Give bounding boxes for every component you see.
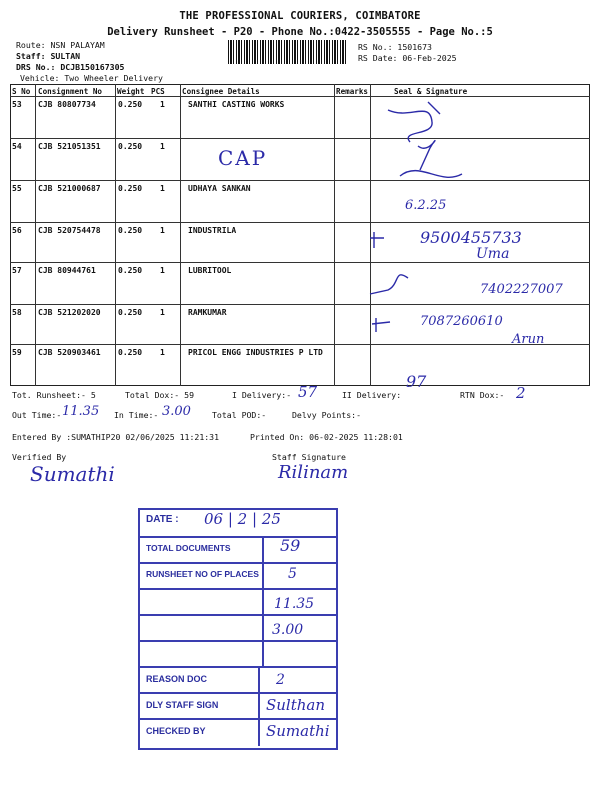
- handwritten-phone-2: 7402227007: [480, 282, 563, 297]
- row-weight: 0.250: [118, 100, 143, 109]
- handwritten-date: 6.2.25: [405, 198, 447, 213]
- row-pcs: 1: [160, 226, 165, 235]
- col-weight: Weight: [117, 87, 145, 96]
- stamp-reason-value: 2: [276, 672, 285, 688]
- row-pcs: 1: [160, 100, 165, 109]
- row-sno: 53: [12, 100, 22, 109]
- col-seal-signature: Seal & Signature: [394, 87, 468, 96]
- delvy-points-label: Delvy Points:-: [292, 410, 362, 420]
- row-consignee: RAMKUMAR: [188, 308, 227, 317]
- in-time-label: In Time:-: [114, 410, 159, 420]
- route-label: Route: NSN PALAYAM: [16, 40, 105, 50]
- row-pcs: 1: [160, 184, 165, 193]
- staff-signature-label: Staff Signature: [272, 452, 346, 462]
- handwritten-cap: CAP: [218, 146, 268, 170]
- verified-by-label: Verified By: [12, 452, 67, 462]
- stamp-total-docs-label: TOTAL DOCUMENTS: [146, 543, 231, 553]
- out-time-value: 11.35: [62, 404, 100, 419]
- total-pod-label: Total POD:-: [212, 410, 267, 420]
- row-weight: 0.250: [118, 308, 143, 317]
- stamp-checked-value: Sumathi: [266, 722, 330, 740]
- stamp-date-value: 06 | 2 | 25: [204, 510, 281, 528]
- row-weight: 0.250: [118, 184, 143, 193]
- row-consignment: CJB 80944761: [38, 266, 96, 275]
- tot-runsheet: Tot. Runsheet:- 5: [12, 390, 96, 400]
- row-pcs: 1: [160, 348, 165, 357]
- row-sno: 57: [12, 266, 22, 275]
- staff-label: Staff: SULTAN: [16, 51, 81, 61]
- i-delivery-label: I Delivery:-: [232, 390, 292, 400]
- col-sno: S No: [12, 87, 31, 96]
- stamp-runsheet-label: RUNSHEET NO OF PLACES: [146, 569, 259, 579]
- runsheet-title: Delivery Runsheet - P20 - Phone No.:0422-3505555 - Page No.:5: [107, 26, 493, 38]
- stamp-checked-label: CHECKED BY: [146, 726, 206, 736]
- row-consignee: PRICOL ENGG INDUSTRIES P LTD: [188, 348, 323, 357]
- rtn-dox-label: RTN Dox:-: [460, 390, 505, 400]
- handwritten-name-1: Uma: [476, 246, 510, 262]
- row-consignment: CJB 520754478: [38, 226, 101, 235]
- drs-number: DRS No.: DCJB150167305: [16, 62, 125, 72]
- handwritten-phone-1: 9500455733: [420, 228, 522, 247]
- row-consignee: INDUSTRILA: [188, 226, 237, 235]
- stamp-in-value: 3.00: [272, 622, 304, 638]
- row-weight: 0.250: [118, 142, 143, 151]
- barcode-icon: [228, 40, 348, 64]
- stamp-out-value: 11.35: [274, 596, 315, 612]
- col-pcs: PCS: [151, 87, 165, 96]
- entered-by: Entered By :SUMATHIP20 02/06/2025 11:21:31: [12, 432, 220, 442]
- row-sno: 54: [12, 142, 22, 151]
- row-pcs: 1: [160, 308, 165, 317]
- row-consignment: CJB 521000687: [38, 184, 101, 193]
- stamp-reason-label: REASON DOC: [146, 674, 208, 684]
- rs-number: RS No.: 1501673: [358, 42, 432, 52]
- out-time-label: Out Time:-: [12, 410, 62, 420]
- total-dox: Total Dox:- 59: [125, 390, 195, 400]
- row-weight: 0.250: [118, 348, 143, 357]
- company-name: THE PROFESSIONAL COURIERS, COIMBATORE: [179, 10, 421, 22]
- row-pcs: 1: [160, 266, 165, 275]
- row-sno: 56: [12, 226, 22, 235]
- row-weight: 0.250: [118, 226, 143, 235]
- stamp-total-docs-value: 59: [280, 536, 301, 555]
- row-weight: 0.250: [118, 266, 143, 275]
- stamp-date-label: DATE :: [146, 514, 179, 525]
- row-sno: 58: [12, 308, 22, 317]
- ii-delivery-label: II Delivery:: [342, 390, 402, 400]
- verified-signature: Sumathi: [30, 462, 115, 486]
- row-consignment: CJB 520903461: [38, 348, 101, 357]
- col-remarks: Remarks: [336, 87, 369, 96]
- row-consignee: UDHAYA SANKAN: [188, 184, 251, 193]
- in-time-value: 3.00: [162, 404, 191, 419]
- row-consignment: CJB 521051351: [38, 142, 101, 151]
- row-consignment: CJB 80807734: [38, 100, 96, 109]
- stamp-runsheet-value: 5: [288, 566, 297, 582]
- row-consignment: CJB 521202020: [38, 308, 101, 317]
- ii-delivery-value: 97: [406, 372, 427, 391]
- rs-date: RS Date: 06-Feb-2025: [358, 53, 457, 63]
- stamp-dly-staff-label: DLY STAFF SIGN: [146, 700, 219, 710]
- row-consignee: LUBRITOOL: [188, 266, 232, 275]
- handwritten-phone-3: 7087260610: [420, 314, 503, 329]
- row-sno: 59: [12, 348, 22, 357]
- signature-scribble-icon: [370, 90, 480, 200]
- handwritten-name-2: Arun: [512, 332, 545, 347]
- row-pcs: 1: [160, 142, 165, 151]
- row-consignee: SANTHI CASTING WORKS: [188, 100, 285, 109]
- col-consignee: Consignee Details: [182, 87, 260, 96]
- rtn-dox-value: 2: [516, 384, 526, 402]
- staff-signature: Rilinam: [278, 462, 349, 483]
- row-sno: 55: [12, 184, 22, 193]
- i-delivery-value: 57: [298, 383, 318, 401]
- col-consignment: Consignment No: [38, 87, 103, 96]
- arrow-marks-icon: [364, 228, 424, 348]
- printed-on: Printed On: 06-02-2025 11:28:01: [250, 432, 403, 442]
- vehicle-label: Vehicle: Two Wheeler Delivery: [20, 73, 163, 83]
- stamp-dly-staff-value: Sulthan: [266, 696, 326, 714]
